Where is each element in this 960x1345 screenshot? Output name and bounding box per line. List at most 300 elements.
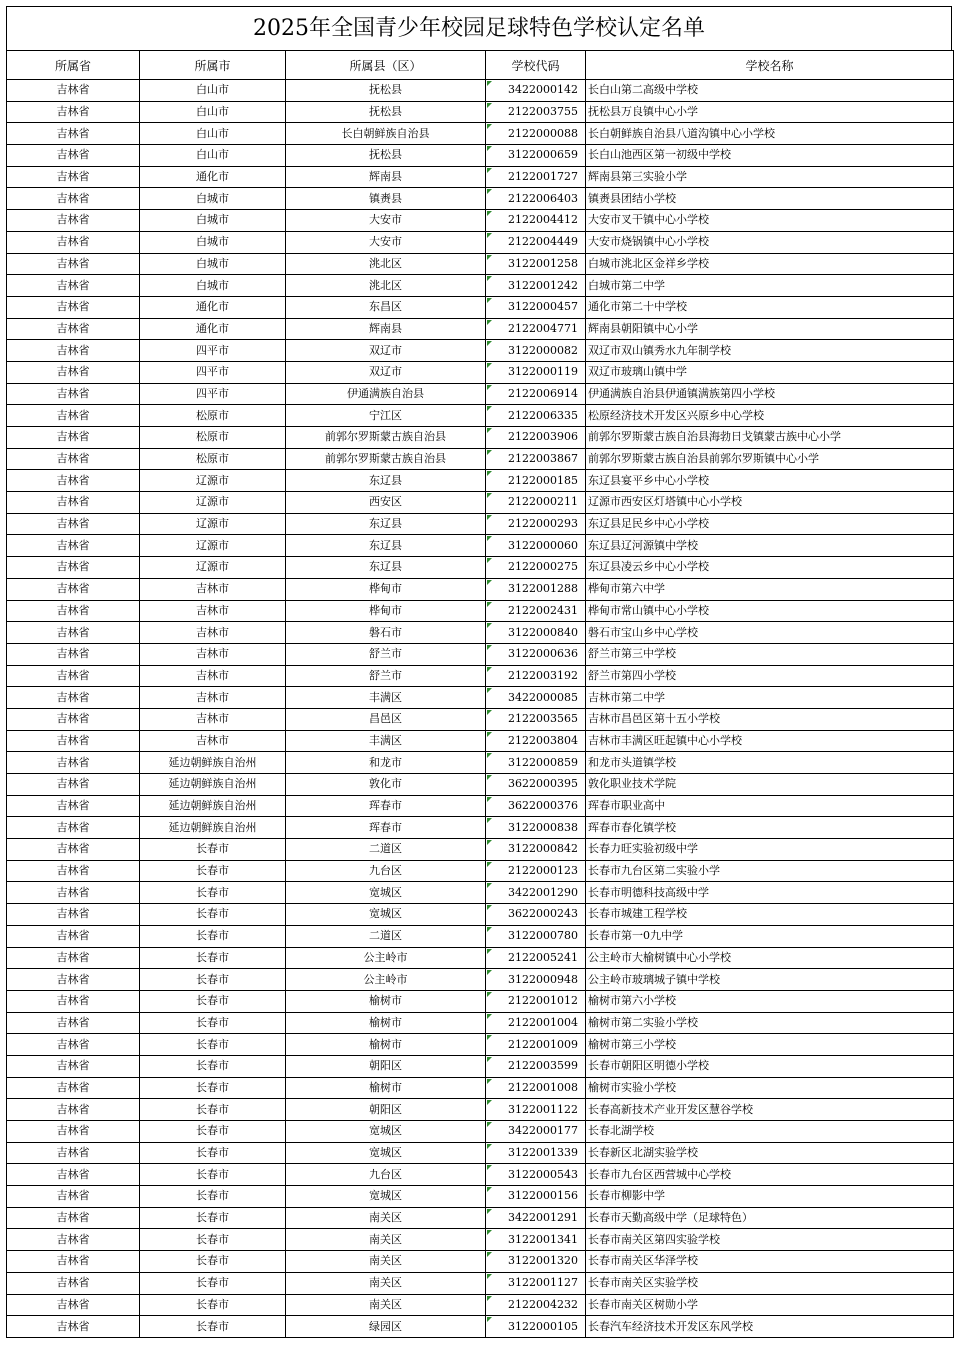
cell-name: 双辽市玻璃山镇中学 — [586, 361, 954, 383]
cell-code: 2122001012 — [486, 990, 586, 1012]
table-row — [7, 318, 954, 340]
cell-province: 吉林省 — [7, 665, 140, 687]
cell-province: 吉林省 — [7, 990, 140, 1012]
cell-city: 辽源市 — [140, 470, 286, 492]
cell-county: 东辽县 — [286, 535, 486, 557]
cell-code: 3122001339 — [486, 1142, 586, 1164]
cell-code: 3122000543 — [486, 1164, 586, 1186]
cell-code: 3122000842 — [486, 839, 586, 861]
cell-county: 南关区 — [286, 1294, 486, 1316]
table-row — [7, 340, 954, 362]
cell-province: 吉林省 — [7, 470, 140, 492]
cell-county: 宽城区 — [286, 1121, 486, 1143]
cell-city: 长春市 — [140, 1207, 286, 1229]
cell-code: 2122000275 — [486, 557, 586, 579]
cell-city: 长春市 — [140, 1099, 286, 1121]
cell-code: 2122003599 — [486, 1055, 586, 1077]
cell-name: 伊通满族自治县伊通镇满族第四小学校 — [586, 383, 954, 405]
cell-city: 长春市 — [140, 882, 286, 904]
cell-code: 3422000142 — [486, 80, 586, 102]
table-row — [7, 904, 954, 926]
table-row — [7, 405, 954, 427]
cell-code: 3122000060 — [486, 535, 586, 557]
cell-county: 珲春市 — [286, 817, 486, 839]
cell-name: 东辽县辽河源镇中学校 — [586, 535, 954, 557]
cell-province: 吉林省 — [7, 882, 140, 904]
cell-city: 白城市 — [140, 253, 286, 275]
cell-county: 南关区 — [286, 1207, 486, 1229]
cell-city: 白山市 — [140, 145, 286, 167]
cell-code: 2122006335 — [486, 405, 586, 427]
cell-city: 白山市 — [140, 80, 286, 102]
cell-county: 丰满区 — [286, 687, 486, 709]
cell-province: 吉林省 — [7, 427, 140, 449]
cell-code: 2122001727 — [486, 166, 586, 188]
table-row — [7, 925, 954, 947]
cell-county: 榆树市 — [286, 990, 486, 1012]
cell-province: 吉林省 — [7, 80, 140, 102]
cell-county: 南关区 — [286, 1272, 486, 1294]
table-row — [7, 1251, 954, 1273]
table-row — [7, 1316, 954, 1338]
table-row — [7, 1142, 954, 1164]
cell-county: 洮北区 — [286, 253, 486, 275]
table-row — [7, 708, 954, 730]
cell-code: 3122000780 — [486, 925, 586, 947]
cell-name: 长春市城建工程学校 — [586, 904, 954, 926]
table-row — [7, 383, 954, 405]
cell-county: 敦化市 — [286, 774, 486, 796]
cell-name: 桦甸市常山镇中心小学校 — [586, 600, 954, 622]
cell-name: 公主岭市大榆树镇中心小学校 — [586, 947, 954, 969]
cell-code: 3122001122 — [486, 1099, 586, 1121]
cell-code: 2122000185 — [486, 470, 586, 492]
cell-province: 吉林省 — [7, 708, 140, 730]
cell-province: 吉林省 — [7, 860, 140, 882]
cell-name: 长白朝鲜族自治县八道沟镇中心小学校 — [586, 123, 954, 145]
cell-county: 昌邑区 — [286, 708, 486, 730]
cell-code: 2122000123 — [486, 860, 586, 882]
cell-city: 长春市 — [140, 1186, 286, 1208]
cell-city: 长春市 — [140, 839, 286, 861]
table-row — [7, 535, 954, 557]
cell-province: 吉林省 — [7, 1034, 140, 1056]
cell-city: 长春市 — [140, 1012, 286, 1034]
cell-county: 抚松县 — [286, 80, 486, 102]
cell-county: 宽城区 — [286, 1142, 486, 1164]
table-row — [7, 470, 954, 492]
cell-county: 辉南县 — [286, 166, 486, 188]
cell-code: 2122001008 — [486, 1077, 586, 1099]
cell-city: 吉林市 — [140, 730, 286, 752]
cell-name: 长春市天勤高级中学（足球特色） — [586, 1207, 954, 1229]
cell-county: 宽城区 — [286, 882, 486, 904]
header-school-name: 学校名称 — [586, 51, 954, 80]
cell-county: 朝阳区 — [286, 1055, 486, 1077]
cell-code: 2122004771 — [486, 318, 586, 340]
cell-code: 3122001341 — [486, 1229, 586, 1251]
cell-code: 2122001009 — [486, 1034, 586, 1056]
cell-county: 长白朝鲜族自治县 — [286, 123, 486, 145]
cell-city: 通化市 — [140, 318, 286, 340]
table-row — [7, 622, 954, 644]
cell-county: 二道区 — [286, 839, 486, 861]
cell-name: 白城市第二中学 — [586, 275, 954, 297]
cell-code: 3622000395 — [486, 774, 586, 796]
cell-county: 榆树市 — [286, 1034, 486, 1056]
table-row — [7, 817, 954, 839]
cell-province: 吉林省 — [7, 1294, 140, 1316]
cell-city: 白城市 — [140, 210, 286, 232]
table-row — [7, 1121, 954, 1143]
cell-province: 吉林省 — [7, 405, 140, 427]
cell-code: 3122000105 — [486, 1316, 586, 1338]
cell-code: 2122006403 — [486, 188, 586, 210]
table-row — [7, 80, 954, 102]
table-row — [7, 448, 954, 470]
cell-county: 珲春市 — [286, 795, 486, 817]
cell-name: 长春市南关区树勋小学 — [586, 1294, 954, 1316]
cell-county: 宽城区 — [286, 904, 486, 926]
cell-name: 长春市南关区实验学校 — [586, 1272, 954, 1294]
cell-name: 长白山第二高级中学校 — [586, 80, 954, 102]
cell-name: 长春高新技术产业开发区慧谷学校 — [586, 1099, 954, 1121]
cell-province: 吉林省 — [7, 145, 140, 167]
cell-province: 吉林省 — [7, 557, 140, 579]
cell-city: 长春市 — [140, 969, 286, 991]
cell-name: 长春力旺实验初级中学 — [586, 839, 954, 861]
cell-county: 公主岭市 — [286, 969, 486, 991]
cell-code: 3622000243 — [486, 904, 586, 926]
table-row — [7, 1034, 954, 1056]
cell-code: 3122000082 — [486, 340, 586, 362]
cell-county: 抚松县 — [286, 145, 486, 167]
cell-province: 吉林省 — [7, 340, 140, 362]
cell-name: 公主岭市玻璃城子镇中学校 — [586, 969, 954, 991]
cell-code: 3422001291 — [486, 1207, 586, 1229]
cell-code: 3122001288 — [486, 578, 586, 600]
cell-county: 双辽市 — [286, 340, 486, 362]
cell-code: 2122000211 — [486, 492, 586, 514]
cell-city: 白城市 — [140, 275, 286, 297]
cell-name: 吉林市丰满区旺起镇中心小学校 — [586, 730, 954, 752]
cell-county: 辉南县 — [286, 318, 486, 340]
cell-name: 舒兰市第三中学校 — [586, 643, 954, 665]
cell-name: 东辽县足民乡中心小学校 — [586, 513, 954, 535]
cell-code: 3122001258 — [486, 253, 586, 275]
cell-county: 宽城区 — [286, 1186, 486, 1208]
cell-code: 3122000636 — [486, 643, 586, 665]
cell-city: 长春市 — [140, 860, 286, 882]
cell-county: 二道区 — [286, 925, 486, 947]
table-row — [7, 860, 954, 882]
cell-county: 宁江区 — [286, 405, 486, 427]
table-row — [7, 600, 954, 622]
cell-county: 丰满区 — [286, 730, 486, 752]
cell-name: 长春市第一0九中学 — [586, 925, 954, 947]
cell-code: 2122003192 — [486, 665, 586, 687]
cell-code: 3422001290 — [486, 882, 586, 904]
cell-province: 吉林省 — [7, 774, 140, 796]
table-row — [7, 557, 954, 579]
cell-city: 吉林市 — [140, 578, 286, 600]
cell-code: 2122003755 — [486, 101, 586, 123]
cell-city: 延边朝鲜族自治州 — [140, 817, 286, 839]
cell-code: 3122001127 — [486, 1272, 586, 1294]
cell-province: 吉林省 — [7, 492, 140, 514]
cell-city: 长春市 — [140, 1142, 286, 1164]
cell-county: 舒兰市 — [286, 665, 486, 687]
cell-name: 磐石市宝山乡中心学校 — [586, 622, 954, 644]
cell-province: 吉林省 — [7, 600, 140, 622]
table-row — [7, 1272, 954, 1294]
cell-name: 桦甸市第六中学 — [586, 578, 954, 600]
cell-province: 吉林省 — [7, 1121, 140, 1143]
cell-province: 吉林省 — [7, 101, 140, 123]
cell-city: 长春市 — [140, 1034, 286, 1056]
cell-province: 吉林省 — [7, 1055, 140, 1077]
cell-city: 长春市 — [140, 1229, 286, 1251]
table-row — [7, 1099, 954, 1121]
cell-county: 东辽县 — [286, 470, 486, 492]
table-row — [7, 231, 954, 253]
cell-province: 吉林省 — [7, 1099, 140, 1121]
cell-province: 吉林省 — [7, 904, 140, 926]
table-row — [7, 882, 954, 904]
cell-county: 南关区 — [286, 1229, 486, 1251]
cell-province: 吉林省 — [7, 1142, 140, 1164]
table-row — [7, 1229, 954, 1251]
cell-city: 四平市 — [140, 340, 286, 362]
cell-province: 吉林省 — [7, 622, 140, 644]
cell-name: 长白山池西区第一初级中学校 — [586, 145, 954, 167]
cell-province: 吉林省 — [7, 123, 140, 145]
cell-province: 吉林省 — [7, 166, 140, 188]
cell-province: 吉林省 — [7, 643, 140, 665]
cell-province: 吉林省 — [7, 795, 140, 817]
cell-county: 抚松县 — [286, 101, 486, 123]
table-row — [7, 665, 954, 687]
cell-name: 长春市明德科技高级中学 — [586, 882, 954, 904]
cell-name: 长春市南关区华泽学校 — [586, 1251, 954, 1273]
table-row — [7, 774, 954, 796]
header-county: 所属县（区） — [286, 51, 486, 80]
table-row — [7, 101, 954, 123]
cell-county: 镇赉县 — [286, 188, 486, 210]
cell-province: 吉林省 — [7, 817, 140, 839]
cell-code: 2122005241 — [486, 947, 586, 969]
cell-name: 和龙市头道镇学校 — [586, 752, 954, 774]
cell-code: 2122004449 — [486, 231, 586, 253]
cell-code: 3122001242 — [486, 275, 586, 297]
cell-city: 长春市 — [140, 925, 286, 947]
cell-county: 桦甸市 — [286, 578, 486, 600]
cell-county: 桦甸市 — [286, 600, 486, 622]
cell-name: 前郭尔罗斯蒙古族自治县前郭尔罗斯镇中心小学 — [586, 448, 954, 470]
cell-name: 辉南县朝阳镇中心小学 — [586, 318, 954, 340]
table-row — [7, 1055, 954, 1077]
cell-city: 辽源市 — [140, 557, 286, 579]
cell-province: 吉林省 — [7, 969, 140, 991]
table-row — [7, 253, 954, 275]
cell-county: 洮北区 — [286, 275, 486, 297]
cell-county: 伊通满族自治县 — [286, 383, 486, 405]
cell-city: 吉林市 — [140, 665, 286, 687]
cell-name: 辉南县第三实验小学 — [586, 166, 954, 188]
table-row — [7, 1186, 954, 1208]
cell-province: 吉林省 — [7, 361, 140, 383]
cell-city: 吉林市 — [140, 687, 286, 709]
cell-code: 2122003867 — [486, 448, 586, 470]
cell-city: 长春市 — [140, 1251, 286, 1273]
cell-name: 东辽县凌云乡中心小学校 — [586, 557, 954, 579]
cell-name: 榆树市第六小学校 — [586, 990, 954, 1012]
cell-province: 吉林省 — [7, 448, 140, 470]
cell-city: 延边朝鲜族自治州 — [140, 774, 286, 796]
cell-name: 通化市第二十中学校 — [586, 296, 954, 318]
cell-county: 前郭尔罗斯蒙古族自治县 — [286, 427, 486, 449]
cell-code: 3122000948 — [486, 969, 586, 991]
cell-city: 四平市 — [140, 361, 286, 383]
cell-code: 3622000376 — [486, 795, 586, 817]
cell-city: 吉林市 — [140, 708, 286, 730]
cell-name: 榆树市第三小学校 — [586, 1034, 954, 1056]
cell-city: 白城市 — [140, 231, 286, 253]
cell-city: 辽源市 — [140, 535, 286, 557]
cell-name: 长春北湖学校 — [586, 1121, 954, 1143]
cell-name: 大安市叉干镇中心小学校 — [586, 210, 954, 232]
cell-city: 松原市 — [140, 448, 286, 470]
cell-code: 3122000859 — [486, 752, 586, 774]
cell-name: 珲春市春化镇学校 — [586, 817, 954, 839]
cell-city: 松原市 — [140, 405, 286, 427]
cell-county: 大安市 — [286, 210, 486, 232]
cell-code: 3122000457 — [486, 296, 586, 318]
cell-county: 绿园区 — [286, 1316, 486, 1338]
cell-city: 长春市 — [140, 1055, 286, 1077]
cell-province: 吉林省 — [7, 188, 140, 210]
table-row — [7, 643, 954, 665]
cell-city: 延边朝鲜族自治州 — [140, 795, 286, 817]
table-row — [7, 296, 954, 318]
table-row — [7, 969, 954, 991]
cell-code: 2122004232 — [486, 1294, 586, 1316]
table-row — [7, 1012, 954, 1034]
cell-code: 2122000293 — [486, 513, 586, 535]
cell-province: 吉林省 — [7, 1207, 140, 1229]
cell-name: 长春新区北湖实验学校 — [586, 1142, 954, 1164]
cell-name: 白城市洮北区金祥乡学校 — [586, 253, 954, 275]
cell-code: 2122001004 — [486, 1012, 586, 1034]
cell-name: 长春市九台区第二实验小学 — [586, 860, 954, 882]
table-row — [7, 361, 954, 383]
cell-city: 辽源市 — [140, 513, 286, 535]
cell-name: 抚松县万良镇中心小学 — [586, 101, 954, 123]
table-row — [7, 145, 954, 167]
cell-province: 吉林省 — [7, 275, 140, 297]
table-row — [7, 687, 954, 709]
table-row — [7, 1077, 954, 1099]
cell-province: 吉林省 — [7, 1251, 140, 1273]
cell-city: 长春市 — [140, 1077, 286, 1099]
table-row — [7, 795, 954, 817]
cell-code: 3422000177 — [486, 1121, 586, 1143]
cell-province: 吉林省 — [7, 231, 140, 253]
cell-city: 通化市 — [140, 166, 286, 188]
cell-name: 舒兰市第四小学校 — [586, 665, 954, 687]
header-city: 所属市 — [140, 51, 286, 80]
cell-code: 2122000088 — [486, 123, 586, 145]
cell-city: 长春市 — [140, 1272, 286, 1294]
cell-code: 3122000840 — [486, 622, 586, 644]
cell-city: 白城市 — [140, 188, 286, 210]
cell-province: 吉林省 — [7, 210, 140, 232]
cell-province: 吉林省 — [7, 687, 140, 709]
cell-name: 吉林市昌邑区第十五小学校 — [586, 708, 954, 730]
cell-name: 长春市九台区西营城中心学校 — [586, 1164, 954, 1186]
cell-city: 松原市 — [140, 427, 286, 449]
cell-name: 珲春市职业高中 — [586, 795, 954, 817]
cell-city: 吉林市 — [140, 600, 286, 622]
header-province: 所属省 — [7, 51, 140, 80]
cell-county: 大安市 — [286, 231, 486, 253]
cell-city: 长春市 — [140, 1316, 286, 1338]
cell-county: 双辽市 — [286, 361, 486, 383]
table-row — [7, 990, 954, 1012]
cell-name: 榆树市第二实验小学校 — [586, 1012, 954, 1034]
cell-county: 前郭尔罗斯蒙古族自治县 — [286, 448, 486, 470]
cell-province: 吉林省 — [7, 752, 140, 774]
table-row — [7, 123, 954, 145]
table-row — [7, 513, 954, 535]
table-row — [7, 166, 954, 188]
cell-province: 吉林省 — [7, 1316, 140, 1338]
cell-county: 西安区 — [286, 492, 486, 514]
cell-name: 双辽市双山镇秀水九年制学校 — [586, 340, 954, 362]
table-header-row — [7, 51, 954, 80]
table-row — [7, 1207, 954, 1229]
cell-county: 九台区 — [286, 1164, 486, 1186]
table-row — [7, 210, 954, 232]
cell-city: 延边朝鲜族自治州 — [140, 752, 286, 774]
cell-name: 镇赉县团结小学校 — [586, 188, 954, 210]
cell-name: 长春汽车经济技术开发区东风学校 — [586, 1316, 954, 1338]
table-row — [7, 188, 954, 210]
cell-name: 吉林市第二中学 — [586, 687, 954, 709]
cell-county: 朝阳区 — [286, 1099, 486, 1121]
cell-county: 和龙市 — [286, 752, 486, 774]
cell-code: 3122001320 — [486, 1251, 586, 1273]
cell-city: 长春市 — [140, 1121, 286, 1143]
cell-code: 2122002431 — [486, 600, 586, 622]
cell-county: 舒兰市 — [286, 643, 486, 665]
cell-province: 吉林省 — [7, 925, 140, 947]
cell-city: 长春市 — [140, 1164, 286, 1186]
cell-province: 吉林省 — [7, 1012, 140, 1034]
cell-name: 长春市柳影中学 — [586, 1186, 954, 1208]
cell-province: 吉林省 — [7, 839, 140, 861]
table-row — [7, 1164, 954, 1186]
cell-code: 3122000119 — [486, 361, 586, 383]
cell-city: 长春市 — [140, 947, 286, 969]
cell-name: 长春市南关区第四实验学校 — [586, 1229, 954, 1251]
header-school-code: 学校代码 — [486, 51, 586, 80]
cell-city: 白山市 — [140, 123, 286, 145]
cell-county: 公主岭市 — [286, 947, 486, 969]
cell-code: 3422000085 — [486, 687, 586, 709]
school-list-table — [6, 50, 954, 1338]
cell-county: 东辽县 — [286, 513, 486, 535]
